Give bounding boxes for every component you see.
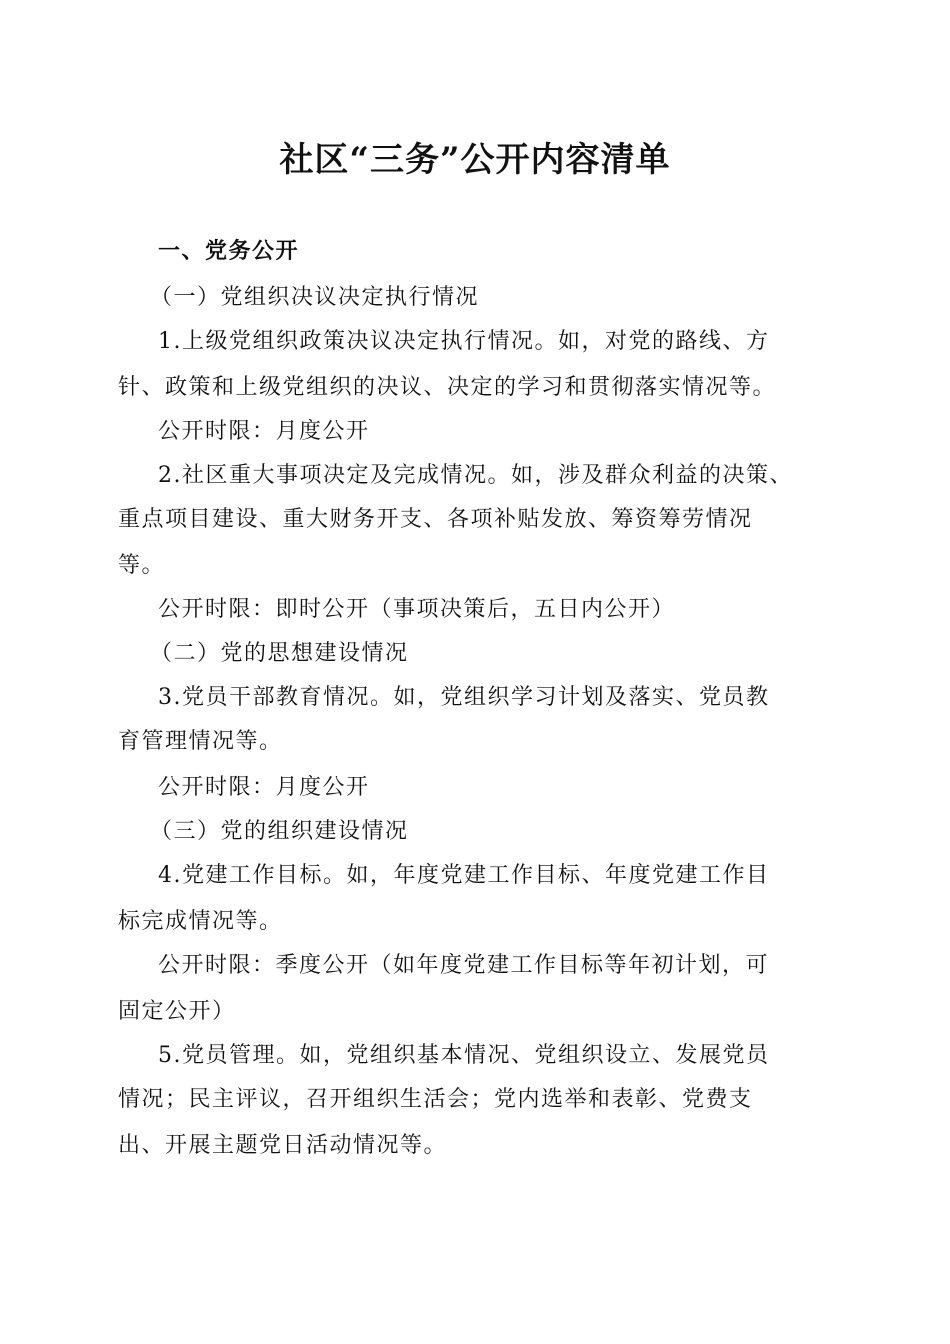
item-5-line-3: 出、开展主题党日活动情况等。	[118, 1133, 448, 1158]
subsection-heading-3: （三）党的组织建设情况	[150, 819, 409, 844]
section-heading-party-affairs: 一、党务公开	[158, 239, 300, 264]
item-4-line-2: 标完成情况等。	[118, 909, 283, 934]
item-2-line-3: 等。	[118, 553, 166, 578]
item-5-line-1: 5.党员管理。如，党组织基本情况、党组织设立、发展党员	[158, 1043, 770, 1068]
subsection-heading-2: （二）党的思想建设情况	[150, 641, 409, 666]
item-2-line-2: 重点项目建设、重大财务开支、各项补贴发放、筹资筹劳情况	[118, 507, 753, 532]
item-3-line-2: 育管理情况等。	[118, 729, 283, 754]
item-4-period-line-1: 公开时限：季度公开（如年度党建工作目标等年初计划，可	[158, 953, 770, 978]
item-5-line-2: 情况；民主评议，召开组织生活会；党内选举和表彰、党费支	[118, 1087, 753, 1112]
item-4-period-line-2: 固定公开）	[118, 999, 236, 1024]
item-2-line-1: 2.社区重大事项决定及完成情况。如，涉及群众利益的决策、	[158, 463, 793, 488]
item-1-line-1: 1.上级党组织政策决议决定执行情况。如，对党的路线、方	[158, 329, 770, 354]
item-1-line-2: 针、政策和上级党组织的决议、决定的学习和贯彻落实情况等。	[118, 375, 777, 400]
document-title: 社区“三务”公开内容清单	[279, 140, 671, 180]
item-1-period: 公开时限：月度公开	[158, 419, 370, 444]
item-2-period: 公开时限：即时公开（事项决策后，五日内公开）	[158, 597, 676, 622]
item-3-line-1: 3.党员干部教育情况。如，党组织学习计划及落实、党员教	[158, 685, 770, 710]
item-4-line-1: 4.党建工作目标。如，年度党建工作目标、年度党建工作目	[158, 863, 770, 888]
item-3-period: 公开时限：月度公开	[158, 775, 370, 800]
subsection-heading-1: （一）党组织决议决定执行情况	[150, 285, 480, 310]
